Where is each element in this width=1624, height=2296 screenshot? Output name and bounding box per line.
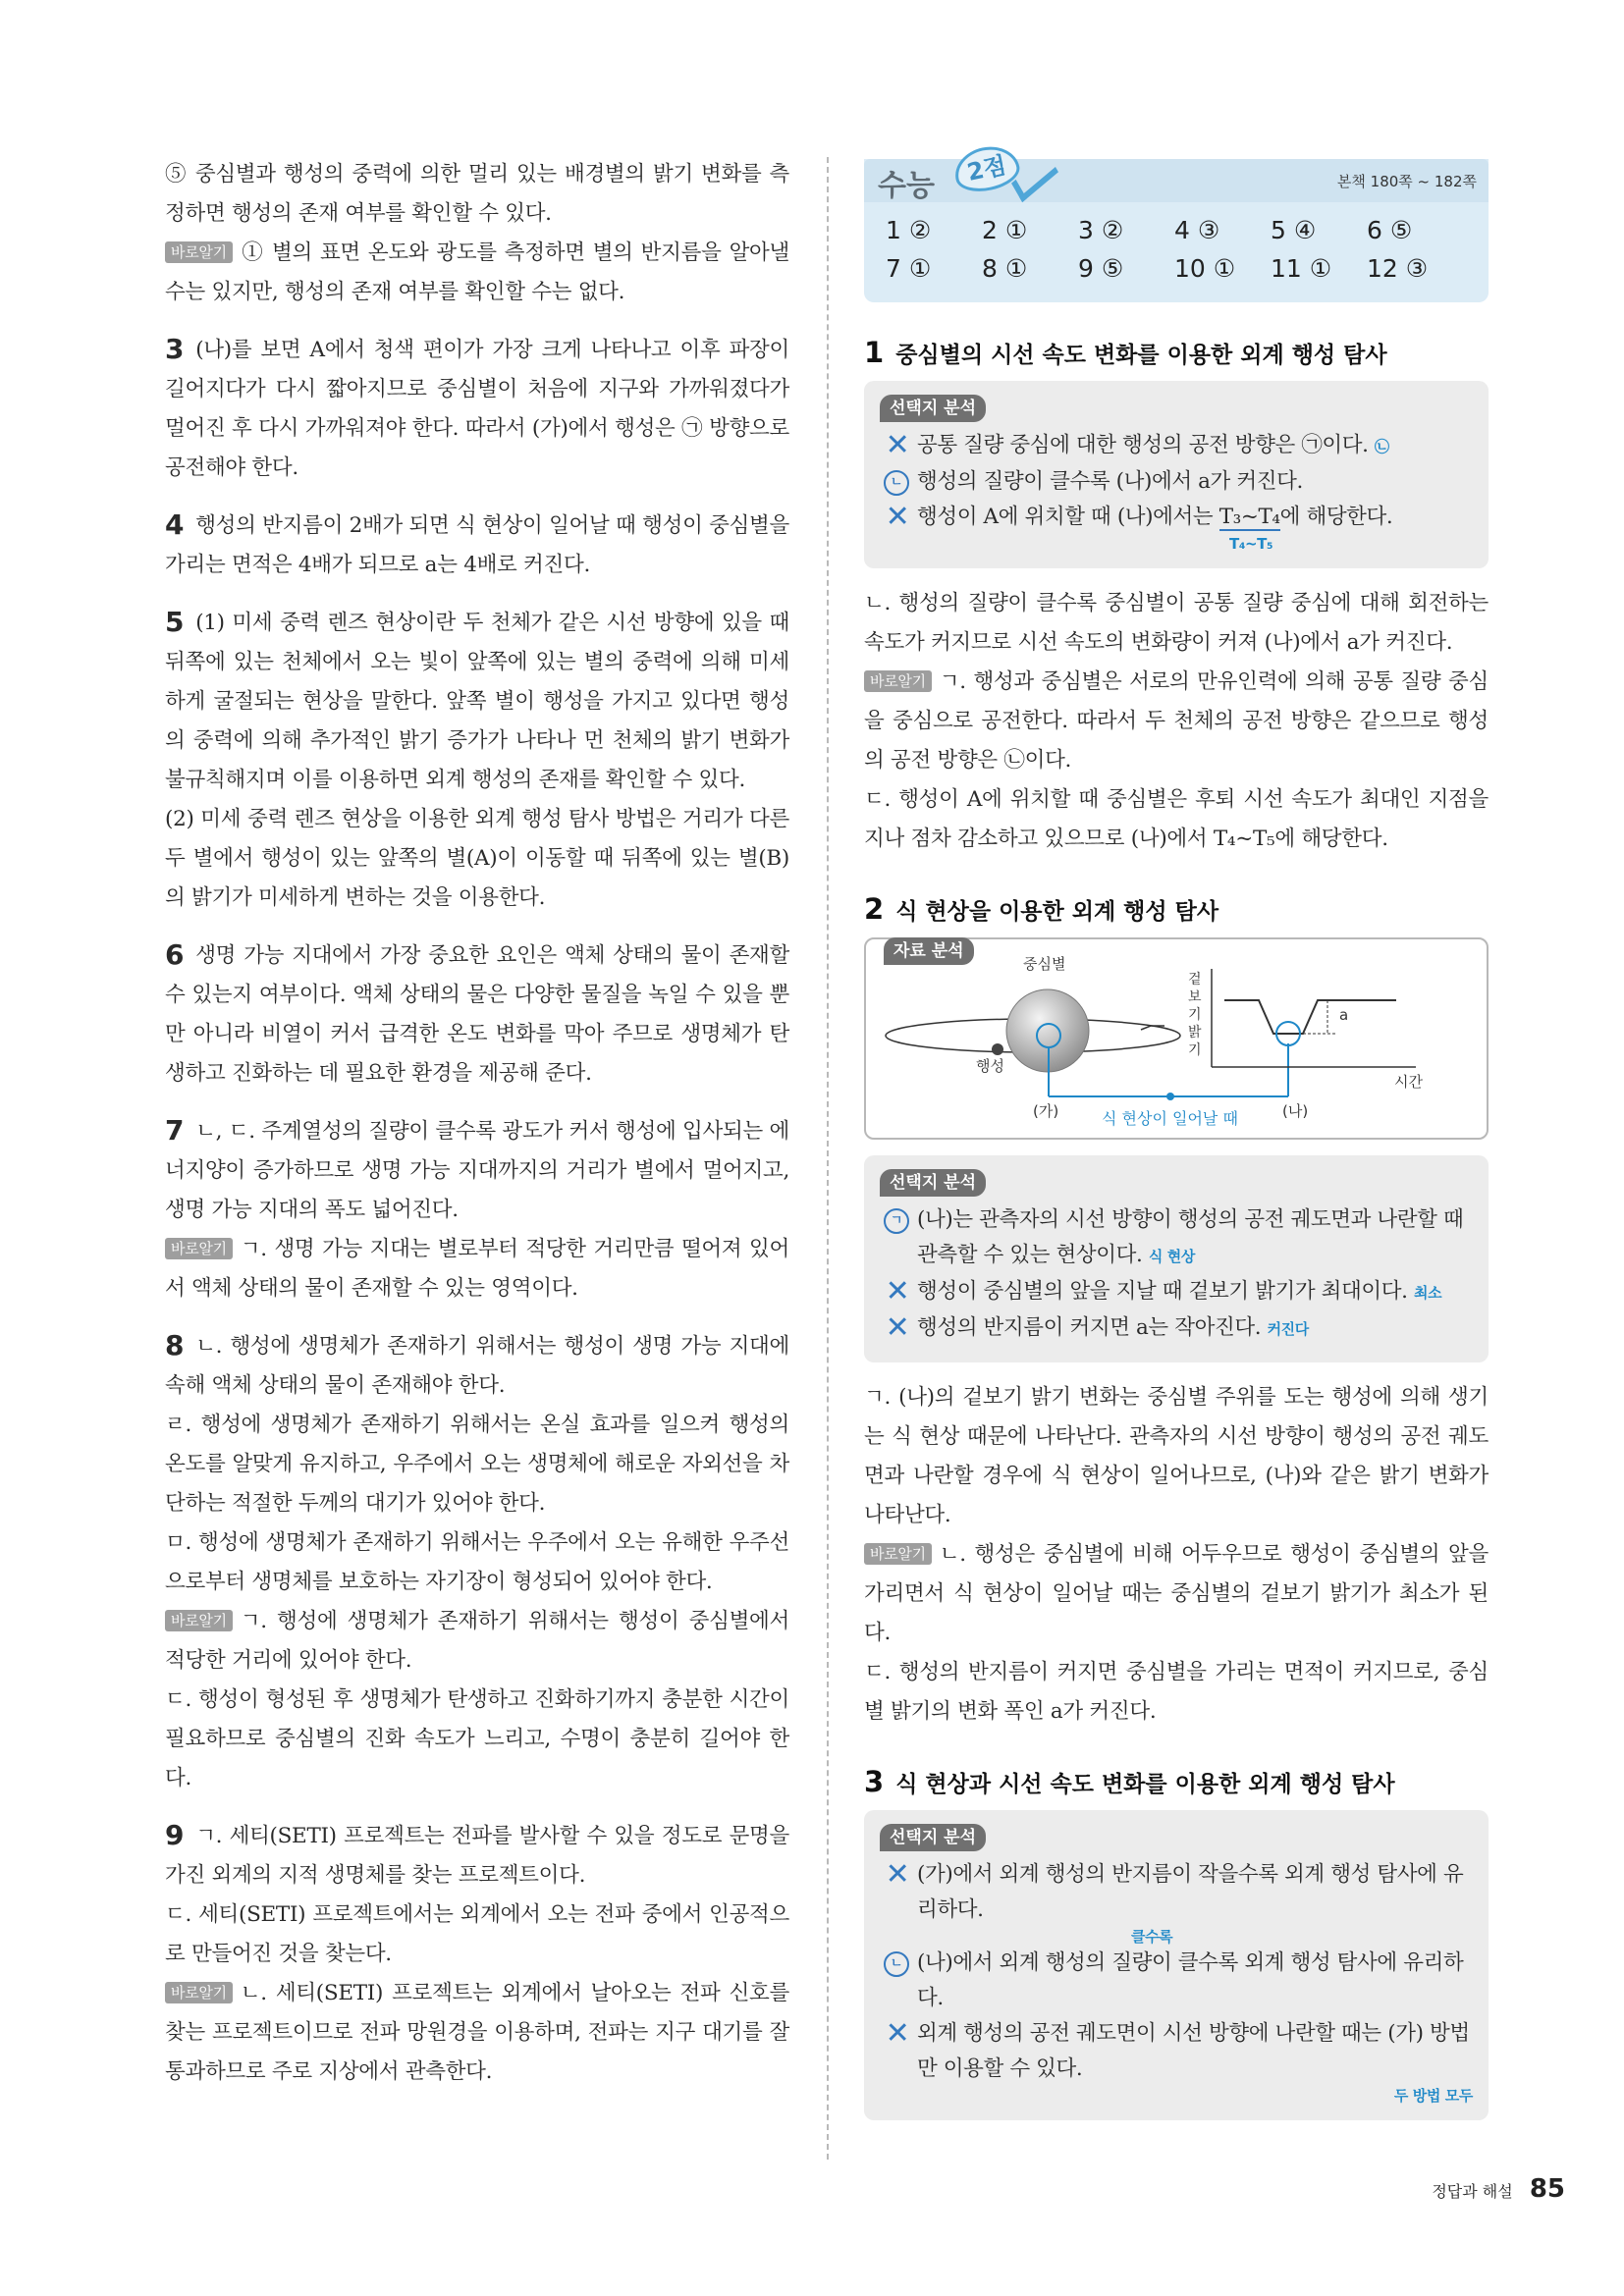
correction-note: 최소 — [1414, 1284, 1442, 1302]
wrong-mark-icon: ✕ — [885, 428, 910, 462]
data-analysis-tag: 자료 분석 — [884, 937, 974, 965]
y-axis-label: 겉보기 밝기 — [1188, 972, 1202, 1058]
choice-analysis-tag: 선택지 분석 — [880, 1824, 986, 1851]
q2-text: ⑤ 중심별과 행성의 중력에 의한 멀리 있는 배경별의 밝기 변화를 측정하면 행성의 존재 여부를 확인할 수 있다. — [165, 162, 789, 226]
s1-explanation-2: ㄷ. 행성이 A에 위치할 때 중심별은 후퇴 시선 속도가 최대인 지점을 지나 점차 감소하고 있으므로 (나)에서 T₄~T₅에 해당한다. — [864, 787, 1489, 851]
question-8 — [165, 1326, 789, 1798]
transit-figure — [864, 937, 1489, 1140]
choice-row: ✕ 외계 행성의 공전 궤도면이 시선 방향에 나란할 때는 (가) 방법만 이용할 수 있다. 두 방법 모두 — [880, 2016, 1473, 2105]
choice-row: ㄱ (나)는 관측자의 시선 방향이 행성의 공전 궤도면과 나란할 때 관측할 수 있는 현상이다. 식 현상 — [880, 1202, 1473, 1274]
planet-dot — [992, 1043, 1003, 1055]
column-divider — [827, 157, 829, 2160]
question-7 — [165, 1111, 789, 1308]
q8-text-a: ㄴ. 행성에 생명체가 존재하기 위해서는 행성이 생명 가능 지대에 속해 액체 상태의 물이 존재해야 한다. — [165, 1334, 789, 1398]
choice-row: ✕ 공통 질량 중심에 대한 행성의 공전 방향은 ㉠이다. ㉡ — [880, 428, 1473, 464]
two-point-badge: 2점 — [950, 141, 1023, 197]
fix-tag: 바로알기 — [864, 670, 932, 692]
q7-fix: ㄱ. 생명 가능 지대는 별로부터 적당한 거리만큼 떨어져 있어서 액체 상태의 물이 존재할 수 있는 영역이다. — [165, 1237, 789, 1301]
question-6 — [165, 935, 789, 1094]
answer-item: 9 ⑤ — [1078, 254, 1124, 283]
q7-text: ㄴ, ㄷ. 주계열성의 질량이 클수록 광도가 커서 행성에 입사되는 에너지양이 증가하므로 생명 가능 지대까지의 거리가 별에서 멀어지고, 생명 가능 지대의 폭도 넓어진다. — [165, 1119, 789, 1222]
correction-note: T₄~T₅ — [1229, 535, 1273, 553]
choice-row: ✕ 행성이 중심별의 앞을 지날 때 겉보기 밝기가 최대이다. 최소 — [880, 1274, 1473, 1310]
choice-row: ✕ 행성의 반지름이 커지면 a는 작아진다. 커진다 — [880, 1310, 1473, 1347]
q7-number: 7 — [165, 1114, 185, 1147]
answer-item: 4 ③ — [1174, 216, 1220, 244]
wrong-mark-icon: ✕ — [885, 1857, 910, 1892]
right-column — [864, 151, 1489, 2136]
answer-item: 7 ① — [886, 254, 932, 283]
s2-explanation-2: ㄷ. 행성의 반지름이 커지면 중심별을 가리는 면적이 커지므로, 중심별 밝기의 변화 폭인 a가 커진다. — [864, 1660, 1489, 1724]
q5-text-a: (1) 미세 중력 렌즈 현상이란 두 천체가 같은 시선 방향에 있을 때 뒤쪽에 있는 천체에서 오는 빛이 앞쪽에 있는 별의 중력에 의해 미세하게 굴절되는 현상을 말한다. 앞쪽 별이 행성을 가지고 있다면 행성의 중력에 의해 추가적인 밝기 증가가 나타나 먼 천체의 밝기 변화가 불규칙해지며 이를 이용하면 외계 행성의 존재를 확인할 수 있다. — [165, 611, 789, 792]
figure-ga-label: (가) — [1033, 1102, 1059, 1120]
answer-grid — [864, 202, 1489, 302]
footer-label: 정답과 해설 — [1432, 2182, 1513, 2201]
correction-note: 커진다 — [1267, 1320, 1309, 1338]
q8-fix-2: ㄷ. 행성이 형성된 후 생명체가 탄생하고 진화하기까지 충분한 시간이 필요하므로 중심별의 진화 속도가 느리고, 수명이 충분히 길어야 한다. — [165, 1687, 789, 1790]
page-reference: 본책 180쪽 ~ 182쪽 — [1336, 173, 1477, 190]
page-number: 85 — [1529, 2174, 1565, 2204]
wrong-mark-icon: ✕ — [885, 1310, 910, 1345]
section-2-title: 2 식 현상을 이용한 외계 행성 탐사 — [864, 892, 1219, 926]
choice-row: ✕ 행성이 A에 위치할 때 (나)에서는 T₃~T₄에 해당한다. T₄~T₅ — [880, 500, 1473, 553]
check-mark-icon — [1011, 153, 1058, 202]
question-9 — [165, 1816, 789, 2092]
correct-mark-icon: ㄴ — [884, 1951, 909, 1977]
planet-label: 행성 — [976, 1057, 1004, 1075]
q5-text-b: (2) 미세 중력 렌즈 현상을 이용한 외계 행성 탐사 방법은 거리가 다른 두 별에서 행성이 있는 앞쪽의 별(A)이 이동할 때 뒤쪽에 있는 별(B)의 밝기가 미세하게 변하는 것을 이용한다. — [165, 807, 789, 910]
q6-text: 생명 가능 지대에서 가장 중요한 요인은 액체 상태의 물이 존재할 수 있는지 여부이다. 액체 상태의 물은 다양한 물질을 녹일 수 있을 뿐만 아니라 비열이 커서 급격한 온도 변화를 막아 주므로 생명체가 탄생하고 진화하는 데 필요한 환경을 제공해 준다. — [165, 943, 789, 1086]
q9-number: 9 — [165, 1819, 185, 1851]
question-4 — [165, 506, 789, 585]
q6-number: 6 — [165, 938, 185, 971]
figure-na-label: (나) — [1282, 1102, 1309, 1120]
transit-caption: 식 현상이 일어날 때 — [1102, 1109, 1238, 1128]
left-column — [165, 155, 789, 2109]
wrong-mark-icon: ✕ — [885, 500, 910, 534]
q9-text-a: ㄱ. 세티(SETI) 프로젝트는 전파를 발사할 수 있을 정도로 문명을 가진 외계의 지적 생명체를 찾는 프로젝트이다. — [165, 1824, 789, 1888]
s1-explanation-1: ㄴ. 행성의 질량이 클수록 중심별이 공통 질량 중심에 대해 회전하는 속도가 커지므로 시선 속도의 변화량이 커져 (나)에서 a가 커진다. — [864, 591, 1489, 655]
correction-note: 식 현상 — [1148, 1248, 1195, 1265]
answer-item: 10 ① — [1174, 254, 1236, 283]
light-curve — [1224, 1000, 1396, 1034]
correction-note: 클수록 — [1131, 1928, 1173, 1946]
correct-mark-icon: ㄱ — [884, 1208, 909, 1234]
choice-row: ✕ (가)에서 외계 행성의 반지름이 작을수록 외계 행성 탐사에 유리하다. 클수록 — [880, 1857, 1473, 1946]
question-3 — [165, 330, 789, 488]
q4-text: 행성의 반지름이 2배가 되면 식 현상이 일어날 때 행성이 중심별을 가리는 면적은 4배가 되므로 a는 4배로 커진다. — [165, 513, 789, 577]
q9-text-b: ㄷ. 세티(SETI) 프로젝트에서는 외계에서 오는 전파 중에서 인공적으로 만들어진 것을 찾는다. — [165, 1902, 789, 1966]
section-3-title: 3 식 현상과 시선 속도 변화를 이용한 외계 행성 탐사 — [864, 1765, 1395, 1798]
page-footer — [1432, 2174, 1565, 2204]
choice-analysis-2 — [864, 1155, 1489, 1362]
x-axis-label: 시간 — [1394, 1073, 1423, 1091]
question-5 — [165, 603, 789, 918]
s2-explanation-1: ㄱ. (나)의 겉보기 밝기 변화는 중심별 주위를 도는 행성에 의해 생기는 식 현상 때문에 나타난다. 관측자의 시선 방향이 행성의 공전 궤도면과 나란할 경우에 식 현상이 일어나므로, (나)와 같은 밝기 변화가 나타난다. — [864, 1385, 1489, 1527]
q4-number: 4 — [165, 508, 185, 541]
answer-item: 5 ④ — [1271, 216, 1317, 244]
choice-analysis-3 — [864, 1810, 1489, 2120]
fix-tag: 바로알기 — [864, 1543, 932, 1565]
choice-row: ㄴ (나)에서 외계 행성의 질량이 클수록 외계 행성 탐사에 유리하다. — [880, 1946, 1473, 2016]
question-2-tail — [165, 155, 789, 312]
answer-item: 8 ① — [982, 254, 1028, 283]
answer-item: 3 ② — [1078, 216, 1124, 244]
choice-analysis-1 — [864, 381, 1489, 568]
section-1-title: 1 중심별의 시선 속도 변화를 이용한 외계 행성 탐사 — [864, 336, 1387, 369]
wrong-mark-icon: ✕ — [885, 2016, 910, 2051]
answer-item: 6 ⑤ — [1367, 216, 1413, 244]
s1-fix: ㄱ. 행성과 중심별은 서로의 만유인력에 의해 공통 질량 중심을 중심으로 공전한다. 따라서 두 천체의 공전 방향은 같으므로 행성의 공전 방향은 ㉡이다. — [864, 669, 1489, 773]
choice-analysis-tag: 선택지 분석 — [880, 1169, 986, 1197]
q9-fix: ㄴ. 세티(SETI) 프로젝트는 외계에서 날아오는 전파 신호를 찾는 프로젝트이므로 전파 망원경을 이용하며, 전파는 지구 대기를 잘 통과하므로 주로 지상에서 관측한다. — [165, 1981, 789, 2084]
suneung-logo: 수능 — [878, 169, 935, 203]
answer-key-box — [864, 151, 1489, 302]
star-label: 중심별 — [1023, 955, 1066, 973]
answer-item: 12 ③ — [1367, 254, 1429, 283]
wrong-mark-icon: ✕ — [885, 1274, 910, 1308]
answer-item: 11 ① — [1271, 254, 1332, 283]
fix-tag: 바로알기 — [165, 1238, 233, 1259]
answer-item: 2 ① — [982, 216, 1028, 244]
answer-item: 1 ② — [886, 216, 932, 244]
q5-number: 5 — [165, 606, 185, 638]
q3-text: (나)를 보면 A에서 청색 편이가 가장 크게 나타나고 이후 파장이 길어지다가 다시 짧아지므로 중심별이 처음에 지구와 가까워졌다가 멀어진 후 다시 가까워져야 한다. 따라서 (가)에서 행성은 ㉠ 방향으로 공전해야 한다. — [165, 338, 789, 480]
s2-fix: ㄴ. 행성은 중심별에 비해 어두우므로 행성이 중심별의 앞을 가리면서 식 현상이 일어날 때는 중심별의 겉보기 밝기가 최소가 된다. — [864, 1542, 1489, 1645]
correction-note: ㉡ — [1375, 438, 1389, 455]
q8-text-b: ㄹ. 행성에 생명체가 존재하기 위해서는 온실 효과를 일으켜 행성의 온도를 알맞게 유지하고, 우주에서 오는 생명체에 해로운 자외선을 차단하는 적절한 두께의 대기가 있어야 한다. — [165, 1413, 789, 1516]
q8-text-c: ㅁ. 행성에 생명체가 존재하기 위해서는 우주에서 오는 유해한 우주선으로부터 생명체를 보호하는 자기장이 형성되어 있어야 한다. — [165, 1530, 789, 1594]
fix-tag: 바로알기 — [165, 1610, 233, 1631]
q3-number: 3 — [165, 333, 185, 365]
answer-key-header — [864, 151, 1489, 203]
fix-tag: 바로알기 — [165, 1982, 233, 2003]
choice-row: ㄴ 행성의 질량이 클수록 (나)에서 a가 커진다. — [880, 464, 1473, 500]
correct-mark-icon: ㄴ — [884, 470, 909, 496]
choice-analysis-tag: 선택지 분석 — [880, 395, 986, 422]
depth-label: a — [1339, 1006, 1349, 1024]
q2-fix: ① 별의 표면 온도와 광도를 측정하면 별의 반지름을 알아낼 수는 있지만, 행성의 존재 여부를 확인할 수는 없다. — [165, 240, 789, 304]
q8-number: 8 — [165, 1329, 185, 1362]
q8-fix-1: ㄱ. 행성에 생명체가 존재하기 위해서는 행성이 중심별에서 적당한 거리에 있어야 한다. — [165, 1609, 789, 1673]
correction-note: 두 방법 모두 — [1393, 2087, 1473, 2105]
fix-tag: 바로알기 — [165, 241, 233, 263]
